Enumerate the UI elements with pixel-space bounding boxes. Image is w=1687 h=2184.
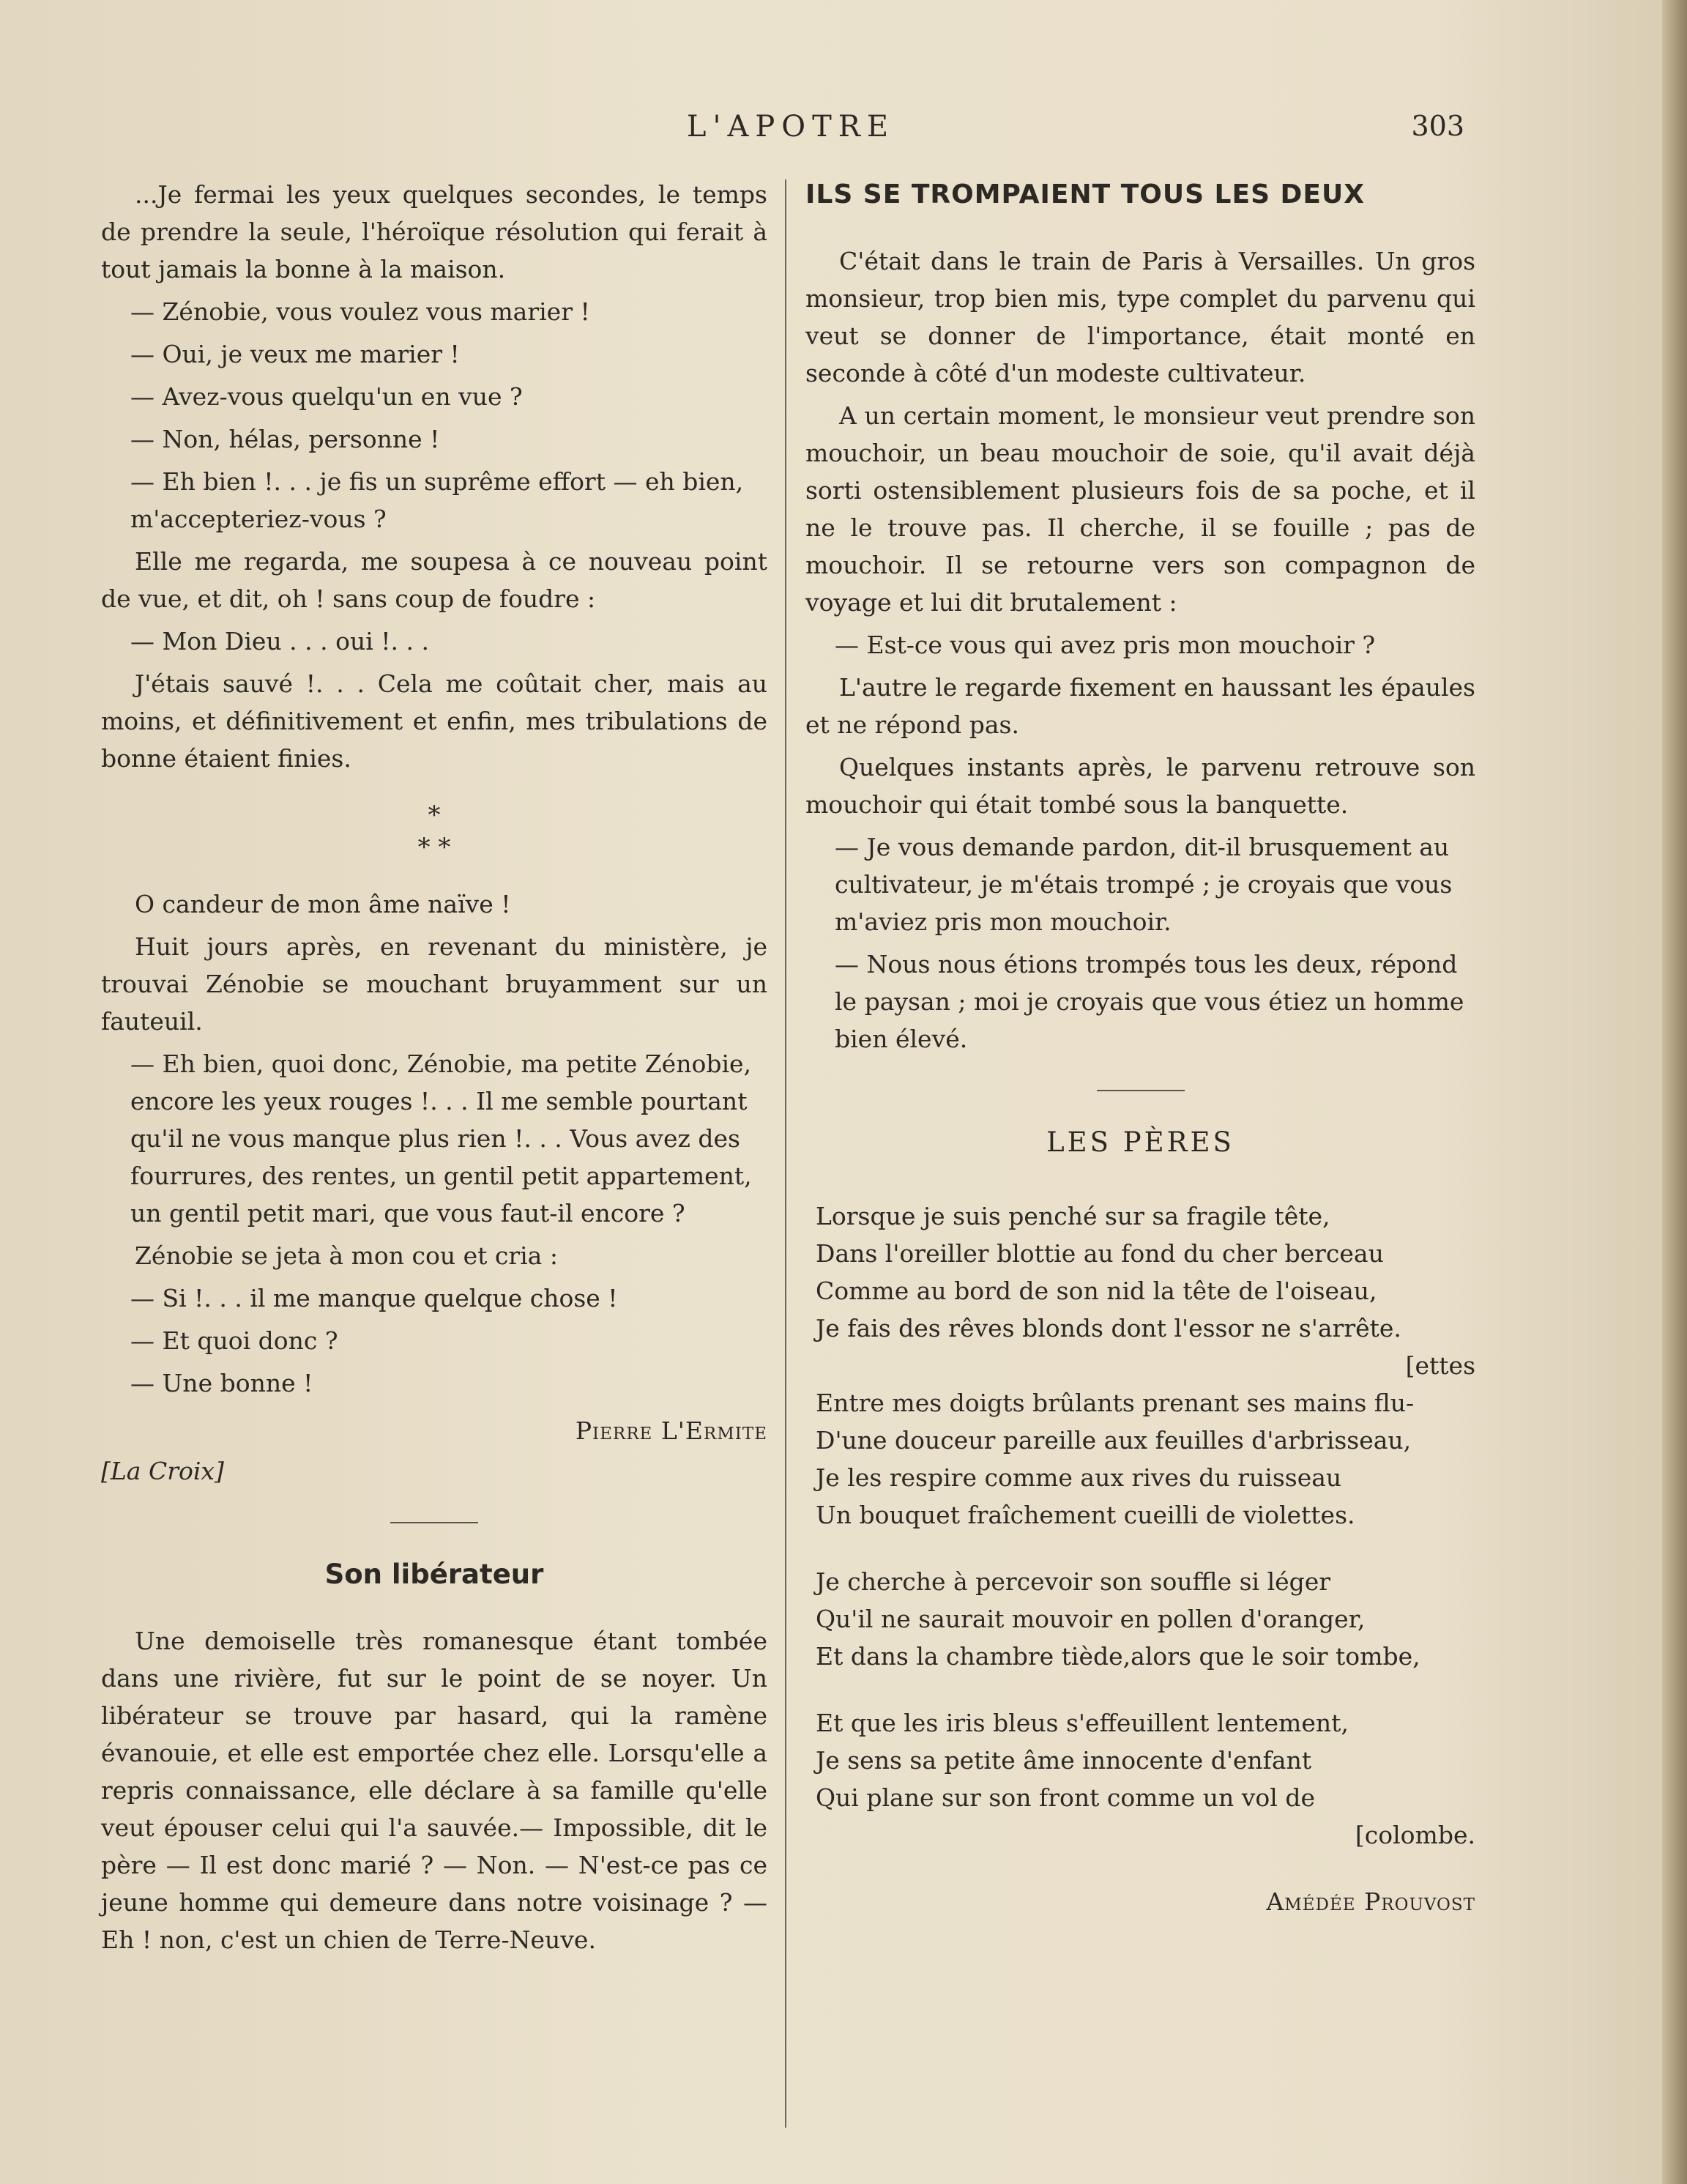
poem-stanza <box>816 1704 1475 1854</box>
paragraph: J'étais sauvé !. . . Cela me coûtait cher, mais au moins, et définitivement et enfin, mes tribulations de bonne étaient finies. <box>101 669 767 773</box>
story-text: Une demoiselle très romanesque étant tombée dans une rivière, fut sur le point de se noyer. Un libérateur se trouve par hasard, qui la ramène évanouie, et elle est emportée chez elle. Lorsqu'elle a repris connaissance, elle déclare à sa famille qu'elle veut épouser celui qui l'a sauvée.— Impossible, dit le père — Il est donc marié ? — Non. — N'est-ce pas ce jeune homme qui demeure dans notre voisinage ? — Eh ! non, c'est un chien de Terre-Neuve. <box>101 1627 767 1954</box>
paragraph: A un certain moment, le monsieur veut prendre son mouchoir, un beau mouchoir de soie, qu'il avait déjà sorti ostensiblement plusieurs fois de sa poche, et il ne le trouve pas. Il cherche, il se fouille ; pas de mouchoir. Il se retourne vers son compagnon de voyage et lui dit brutalement : <box>805 401 1475 617</box>
dialogue-line: — Si !. . . il me manque quelque chose ! <box>101 1279 767 1317</box>
dialogue-line: — Oui, je veux me marier ! <box>101 335 767 373</box>
story-title: Son libérateur <box>324 1559 544 1590</box>
poem-line: Je fais des rêves blonds dont l'essor ne s'arrête. <box>816 1314 1401 1342</box>
poem-title: LES PÈRES <box>1046 1126 1234 1158</box>
poem-line: Qu'il ne saurait mouvoir en pollen d'oranger, <box>816 1605 1366 1633</box>
page-edge <box>1662 0 1687 2184</box>
poem-line: Dans l'oreiller blottie au fond du cher berceau <box>816 1239 1384 1268</box>
source-citation: [La Croix] <box>101 1457 224 1485</box>
dialogue-line: — Une bonne ! <box>101 1364 767 1402</box>
dialogue-line: — Je vous demande pardon, dit-il brusquement au cultivateur, je m'étais trompé ; je croyais que vous m'aviez pris mon mouchoir. <box>805 828 1475 940</box>
asterism-bottom: * * <box>417 833 451 862</box>
poem-author: Amédée Prouvost <box>1266 1887 1475 1916</box>
poem-line: Un bouquet fraîchement cueilli de violettes. <box>816 1501 1355 1529</box>
dialogue-line: — Avez-vous quelqu'un en vue ? <box>101 378 767 415</box>
dialogue-line: — Mon Dieu . . . oui !. . . <box>101 623 767 660</box>
poem-line: Et que les iris bleus s'effeuillent lentement, <box>816 1709 1349 1737</box>
author-signature: Pierre L'Ermite <box>575 1416 767 1445</box>
paragraph: Elle me regarda, me soupesa à ce nouveau point de vue, et dit, oh ! sans coup de foudre : <box>101 547 767 613</box>
poem-stanza <box>816 1563 1475 1675</box>
poem-line: Lorsque je suis penché sur sa fragile tête, <box>816 1202 1330 1230</box>
running-header <box>88 110 1494 146</box>
dialogue-line: — Nous nous étions trompés tous les deux, répond le paysan ; moi je croyais que vous étiez un homme bien élevé. <box>805 946 1475 1058</box>
poem-line: [ettes <box>1405 1351 1475 1380</box>
poem-line: Et dans la chambre tiède,alors que le soir tombe, <box>816 1642 1420 1671</box>
asterism <box>101 799 767 863</box>
article-title: ILS SE TROMPAIENT TOUS LES DEUX <box>805 179 1366 209</box>
column-rule <box>785 179 786 2128</box>
poem <box>816 1197 1475 1854</box>
poem-line: [colombe. <box>1355 1821 1475 1849</box>
dialogue-line: — Eh bien !. . . je fis un suprême effort — eh bien, m'accepteriez-vous ? <box>101 463 767 538</box>
poem-line: Je les respire comme aux rives du ruisseau <box>816 1463 1342 1492</box>
article-body <box>805 242 1475 1058</box>
dialogue-line: — Non, hélas, personne ! <box>101 420 767 458</box>
right-column <box>805 176 1475 1923</box>
dialogue-line: — Est-ce vous qui avez pris mon mouchoir ? <box>805 626 1475 664</box>
paragraph: L'autre le regarde fixement en haussant les épaules et ne répond pas. <box>805 673 1475 739</box>
poem-line: Je cherche à percevoir son souffle si léger <box>816 1567 1331 1596</box>
paragraph: ...Je fermai les yeux quelques secondes, le temps de prendre la seule, l'héroïque résolution qui ferait à tout jamais la bonne à la maison. <box>101 180 767 283</box>
paragraph: C'était dans le train de Paris à Versailles. Un gros monsieur, trop bien mis, type complet du parvenu qui veut se donner de l'importance, était monté en seconde à côté d'un modeste cultivateur. <box>805 247 1475 387</box>
intro-section <box>101 176 767 777</box>
poem-line: Comme au bord de son nid la tête de l'oiseau, <box>816 1277 1377 1305</box>
section-divider <box>390 1522 478 1523</box>
dialogue-line: — Zénobie, vous voulez vous marier ! <box>101 293 767 330</box>
paragraph: O candeur de mon âme naïve ! <box>135 890 511 918</box>
dialogue-line: — Et quoi donc ? <box>101 1322 767 1359</box>
section-divider <box>1097 1090 1185 1091</box>
poem-line: D'une douceur pareille aux feuilles d'arbrisseau, <box>816 1426 1412 1455</box>
page-number: 303 <box>1411 110 1464 142</box>
paragraph: Huit jours après, en revenant du ministère, je trouvai Zénobie se mouchant bruyamment sur un fauteuil. <box>101 932 767 1036</box>
poem-stanza <box>816 1197 1475 1534</box>
asterism-top: * <box>428 801 441 830</box>
poem-line: Entre mes doigts brûlants prenant ses mains flu- <box>816 1389 1415 1417</box>
running-title: L'APOTRE <box>686 110 895 144</box>
paragraph: Zénobie se jeta à mon cou et cria : <box>135 1241 558 1270</box>
dialogue-line: — Eh bien, quoi donc, Zénobie, ma petite Zénobie, encore les yeux rouges !. . . Il me semble pourtant qu'il ne vous manque plus rien !. . . Vous avez des fourrures, des rentes, un gentil petit appartement, un gentil petit mari, que vous faut-il encore ? <box>101 1045 767 1232</box>
left-column <box>101 176 767 1964</box>
continuation-section <box>101 885 767 1402</box>
poem-line: Je sens sa petite âme innocente d'enfant <box>816 1746 1312 1775</box>
paragraph: Quelques instants après, le parvenu retrouve son mouchoir qui était tombé sous la banquette. <box>805 753 1475 819</box>
poem-line: Qui plane sur son front comme un vol de <box>816 1783 1315 1812</box>
